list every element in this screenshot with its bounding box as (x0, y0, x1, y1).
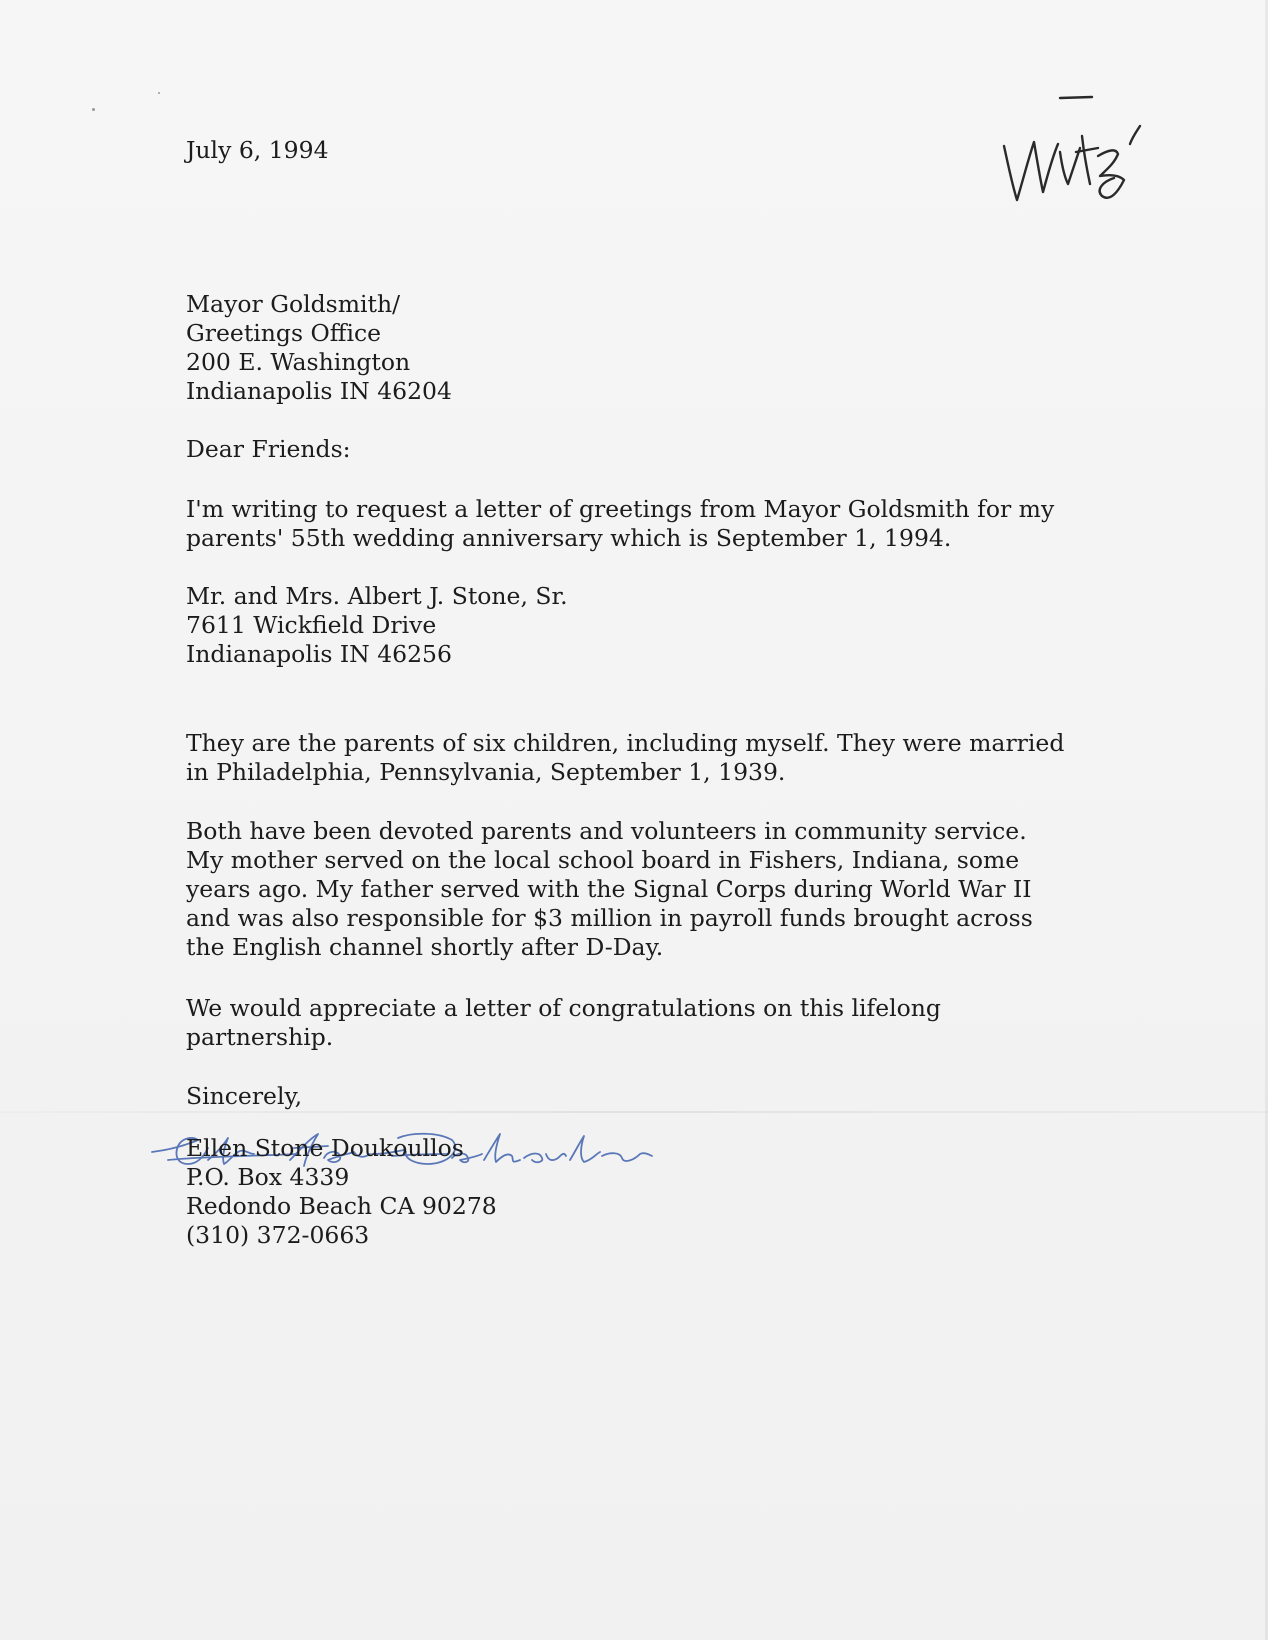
handwritten-note-mark (990, 88, 1180, 208)
paragraph-3-line-5: the English channel shortly after D-Day. (186, 933, 664, 961)
recipient-line-2: Greetings Office (186, 319, 382, 347)
recipient-line-4: Indianapolis IN 46204 (186, 377, 452, 405)
paragraph-1-line-1: I'm writing to request a letter of greetings from Mayor Goldsmith for my (186, 495, 1055, 523)
sender-po-box: P.O. Box 4339 (186, 1163, 350, 1191)
paragraph-4-line-2: partnership. (186, 1023, 334, 1051)
closing: Sincerely, (186, 1082, 303, 1110)
paragraph-3-line-1: Both have been devoted parents and volunteers in community service. (186, 817, 1027, 845)
paragraph-2-line-2: in Philadelphia, Pennsylvania, September 1, 1939. (186, 758, 786, 786)
recipient-line-3: 200 E. Washington (186, 348, 411, 376)
salutation: Dear Friends: (186, 435, 351, 463)
sender-phone: (310) 372-0663 (186, 1221, 370, 1249)
sender-city-state-zip: Redondo Beach CA 90278 (186, 1192, 497, 1220)
honorees-line-1: Mr. and Mrs. Albert J. Stone, Sr. (186, 582, 568, 610)
recipient-line-1: Mayor Goldsmith/ (186, 290, 401, 318)
paragraph-2-line-1: They are the parents of six children, including myself. They were married (186, 729, 1065, 757)
honorees-line-3: Indianapolis IN 46256 (186, 640, 452, 668)
sender-name: Ellen Stone Doukoullos (186, 1134, 464, 1162)
paper-fold-line (0, 1111, 1268, 1113)
paragraph-4-line-1: We would appreciate a letter of congratulations on this lifelong (186, 994, 941, 1022)
paragraph-3-line-4: and was also responsible for $3 million in payroll funds brought across (186, 904, 1033, 932)
paragraph-3-line-3: years ago. My father served with the Signal Corps during World War II (186, 875, 1032, 903)
paper-speck (158, 92, 160, 94)
paper-speck (92, 108, 95, 111)
letter-date: July 6, 1994 (186, 136, 329, 164)
honorees-line-2: 7611 Wickfield Drive (186, 611, 437, 639)
paragraph-1-line-2: parents' 55th wedding anniversary which is September 1, 1994. (186, 524, 952, 552)
paragraph-3-line-2: My mother served on the local school board in Fishers, Indiana, some (186, 846, 1020, 874)
